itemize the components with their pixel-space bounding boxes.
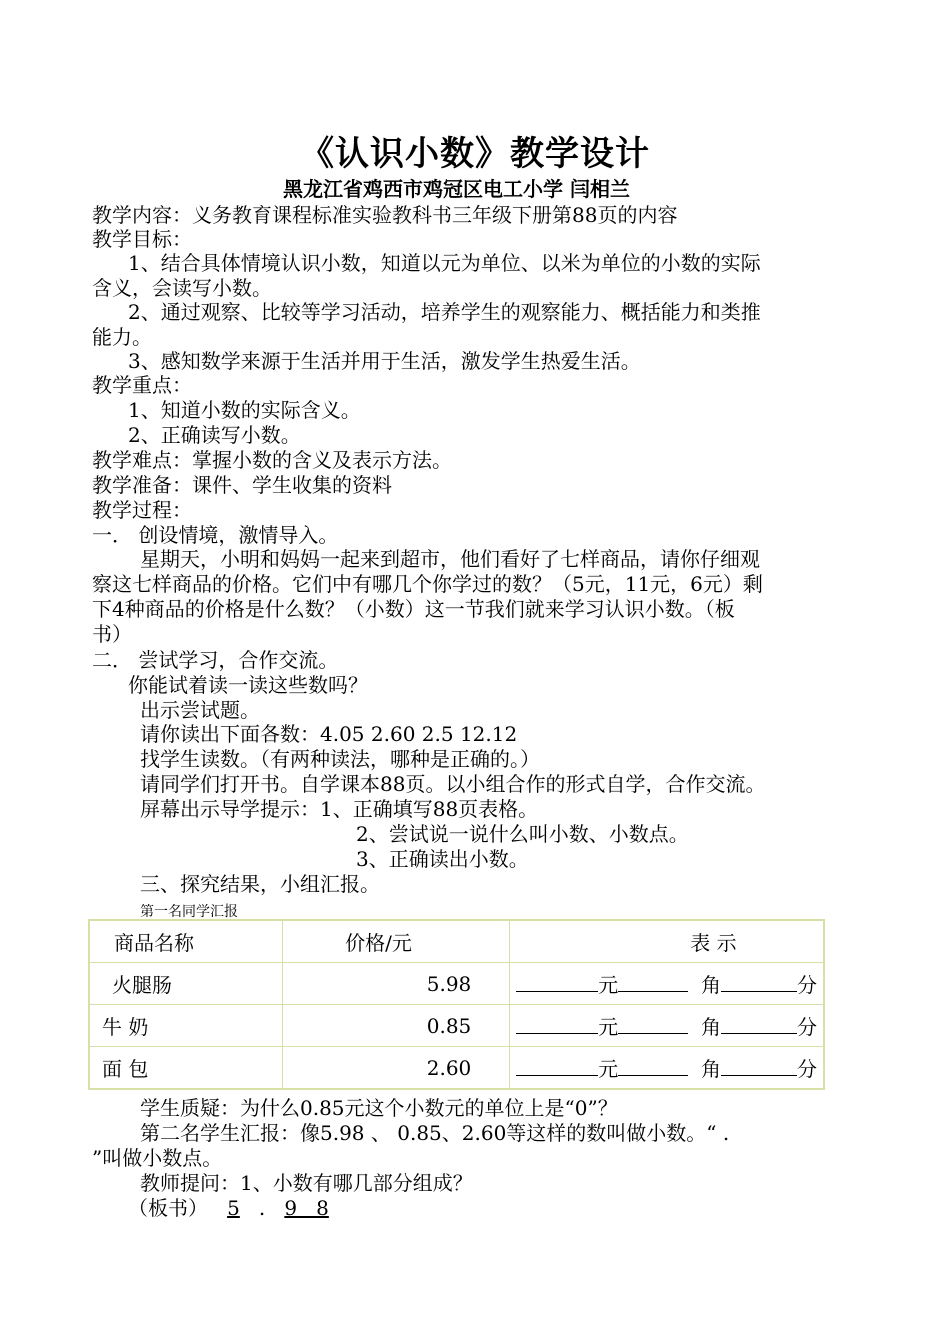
- goods-price: 2.60: [283, 1047, 510, 1090]
- yuan-blank[interactable]: [516, 1057, 598, 1076]
- board-decimal-part: 9 8: [284, 1196, 329, 1220]
- fen-blank[interactable]: [721, 973, 797, 992]
- goods-name: 火腿肠: [89, 963, 283, 1005]
- goods-price-table: [88, 919, 825, 1090]
- yuan-unit: 元: [598, 1015, 619, 1039]
- representation-blanks: [510, 963, 824, 1005]
- yuan-unit: 元: [598, 973, 619, 997]
- yuan-unit: 元: [598, 1057, 619, 1081]
- second-report-line-1: 第二名学生汇报：像5.98 、 0.85、2.60等这样的数叫做小数。“ .: [140, 1121, 730, 1145]
- representation-blanks: [510, 1047, 824, 1090]
- table-row: [89, 1047, 824, 1090]
- key-point-2: 2、正确读写小数。: [128, 423, 301, 447]
- jiao-blank[interactable]: [618, 973, 688, 992]
- key-point-1: 1、知道小数的实际含义。: [128, 398, 361, 422]
- table-row: [89, 963, 824, 1005]
- fen-unit: 分: [797, 973, 817, 997]
- jiao-unit: 角: [701, 973, 721, 997]
- fen-blank[interactable]: [721, 1057, 797, 1076]
- author-line: 黑龙江省鸡西市鸡冠区电工小学 闫相兰: [283, 177, 630, 201]
- teacher-question: 教师提问：1、小数有哪几部分组成？: [140, 1171, 473, 1195]
- goods-price: 0.85: [283, 1005, 510, 1047]
- board-decimal-point: .: [258, 1196, 266, 1220]
- header-representation: 表 示: [510, 920, 824, 963]
- fen-unit: 分: [797, 1015, 817, 1039]
- student-question: 学生质疑：为什么0.85元这个小数元的单位上是“0”？: [140, 1096, 618, 1120]
- teaching-content: 教学内容：义务教育课程标准实验教科书三年级下册第88页的内容: [92, 203, 678, 227]
- step-1-para-line-3: 下4种商品的价格是什么数？（小数）这一节我们就来学习认识小数。（板: [92, 597, 735, 621]
- preparation: 教学准备：课件、学生收集的资料: [92, 473, 392, 497]
- step-1-para-line-2: 察这七样商品的价格。它们中有哪几个你学过的数？（5元，11元，6元）剩: [92, 572, 763, 596]
- first-student-report: 第一名同学汇报: [140, 904, 238, 920]
- goal-1-line-2: 含义，会读写小数。: [92, 276, 272, 300]
- step-2-trial: 出示尝试题。: [140, 698, 260, 722]
- board-label: （板书）: [128, 1196, 208, 1220]
- goal-2-line-1: 2、通过观察、比较等学习活动，培养学生的观察能力、概括能力和类推: [128, 300, 761, 324]
- board-writing: [128, 1196, 329, 1220]
- step-2-hint-1: 屏幕出示导学提示：1、正确填写88页表格。: [140, 797, 539, 821]
- goods-price: 5.98: [283, 963, 510, 1005]
- step-2-question: 你能试着读一读这些数吗？: [128, 673, 368, 697]
- header-goods-name: 商品名称: [89, 920, 283, 963]
- step-1-para-line-4: 书）: [92, 622, 132, 646]
- step-3-heading: 三、探究结果，小组汇报。: [140, 872, 380, 896]
- jiao-blank[interactable]: [618, 1015, 688, 1034]
- representation-blanks: [510, 1005, 824, 1047]
- document-title: 《认识小数》教学设计: [300, 134, 650, 174]
- jiao-unit: 角: [701, 1015, 721, 1039]
- goods-name: 面 包: [89, 1047, 283, 1090]
- table-row: [89, 1005, 824, 1047]
- yuan-blank[interactable]: [516, 1015, 598, 1034]
- section-heading-process: 教学过程：: [92, 498, 192, 522]
- goal-1-line-1: 1、结合具体情境认识小数，知道以元为单位、以米为单位的小数的实际: [128, 251, 761, 275]
- step-2-open-book: 请同学们打开书。自学课本88页。以小组合作的形式自学，合作交流。: [140, 772, 766, 796]
- step-1-para-line-1: 星期天，小明和妈妈一起来到超市，他们看好了七样商品，请你仔细观: [140, 547, 760, 571]
- step-2-student-read: 找学生读数。（有两种读法，哪种是正确的。）: [140, 747, 540, 771]
- step-2-heading: 二． 尝试学习，合作交流。: [92, 648, 339, 672]
- goal-3: 3、感知数学来源于生活并用于生活，激发学生热爱生活。: [128, 349, 641, 373]
- header-price: 价格/元: [283, 920, 510, 963]
- step-2-read-numbers: 请你读出下面各数：4.05 2.60 2.5 12.12: [140, 722, 518, 746]
- table-header-row: [89, 920, 824, 963]
- second-report-line-2: ”叫做小数点。: [92, 1146, 223, 1170]
- fen-blank[interactable]: [721, 1015, 797, 1034]
- goods-name: 牛 奶: [89, 1005, 283, 1047]
- step-1-heading: 一． 创设情境，激情导入。: [92, 523, 339, 547]
- goal-2-line-2: 能力。: [92, 325, 152, 349]
- yuan-blank[interactable]: [516, 973, 598, 992]
- step-2-hint-3: 3、正确读出小数。: [356, 847, 529, 871]
- difficulty: 教学难点：掌握小数的含义及表示方法。: [92, 448, 452, 472]
- board-integer-part: 5: [227, 1196, 240, 1220]
- fen-unit: 分: [797, 1057, 817, 1081]
- jiao-unit: 角: [701, 1057, 721, 1081]
- step-2-hint-2: 2、尝试说一说什么叫小数、小数点。: [356, 822, 689, 846]
- jiao-blank[interactable]: [618, 1057, 688, 1076]
- section-heading-goals: 教学目标：: [92, 227, 192, 251]
- section-heading-key-points: 教学重点：: [92, 373, 192, 397]
